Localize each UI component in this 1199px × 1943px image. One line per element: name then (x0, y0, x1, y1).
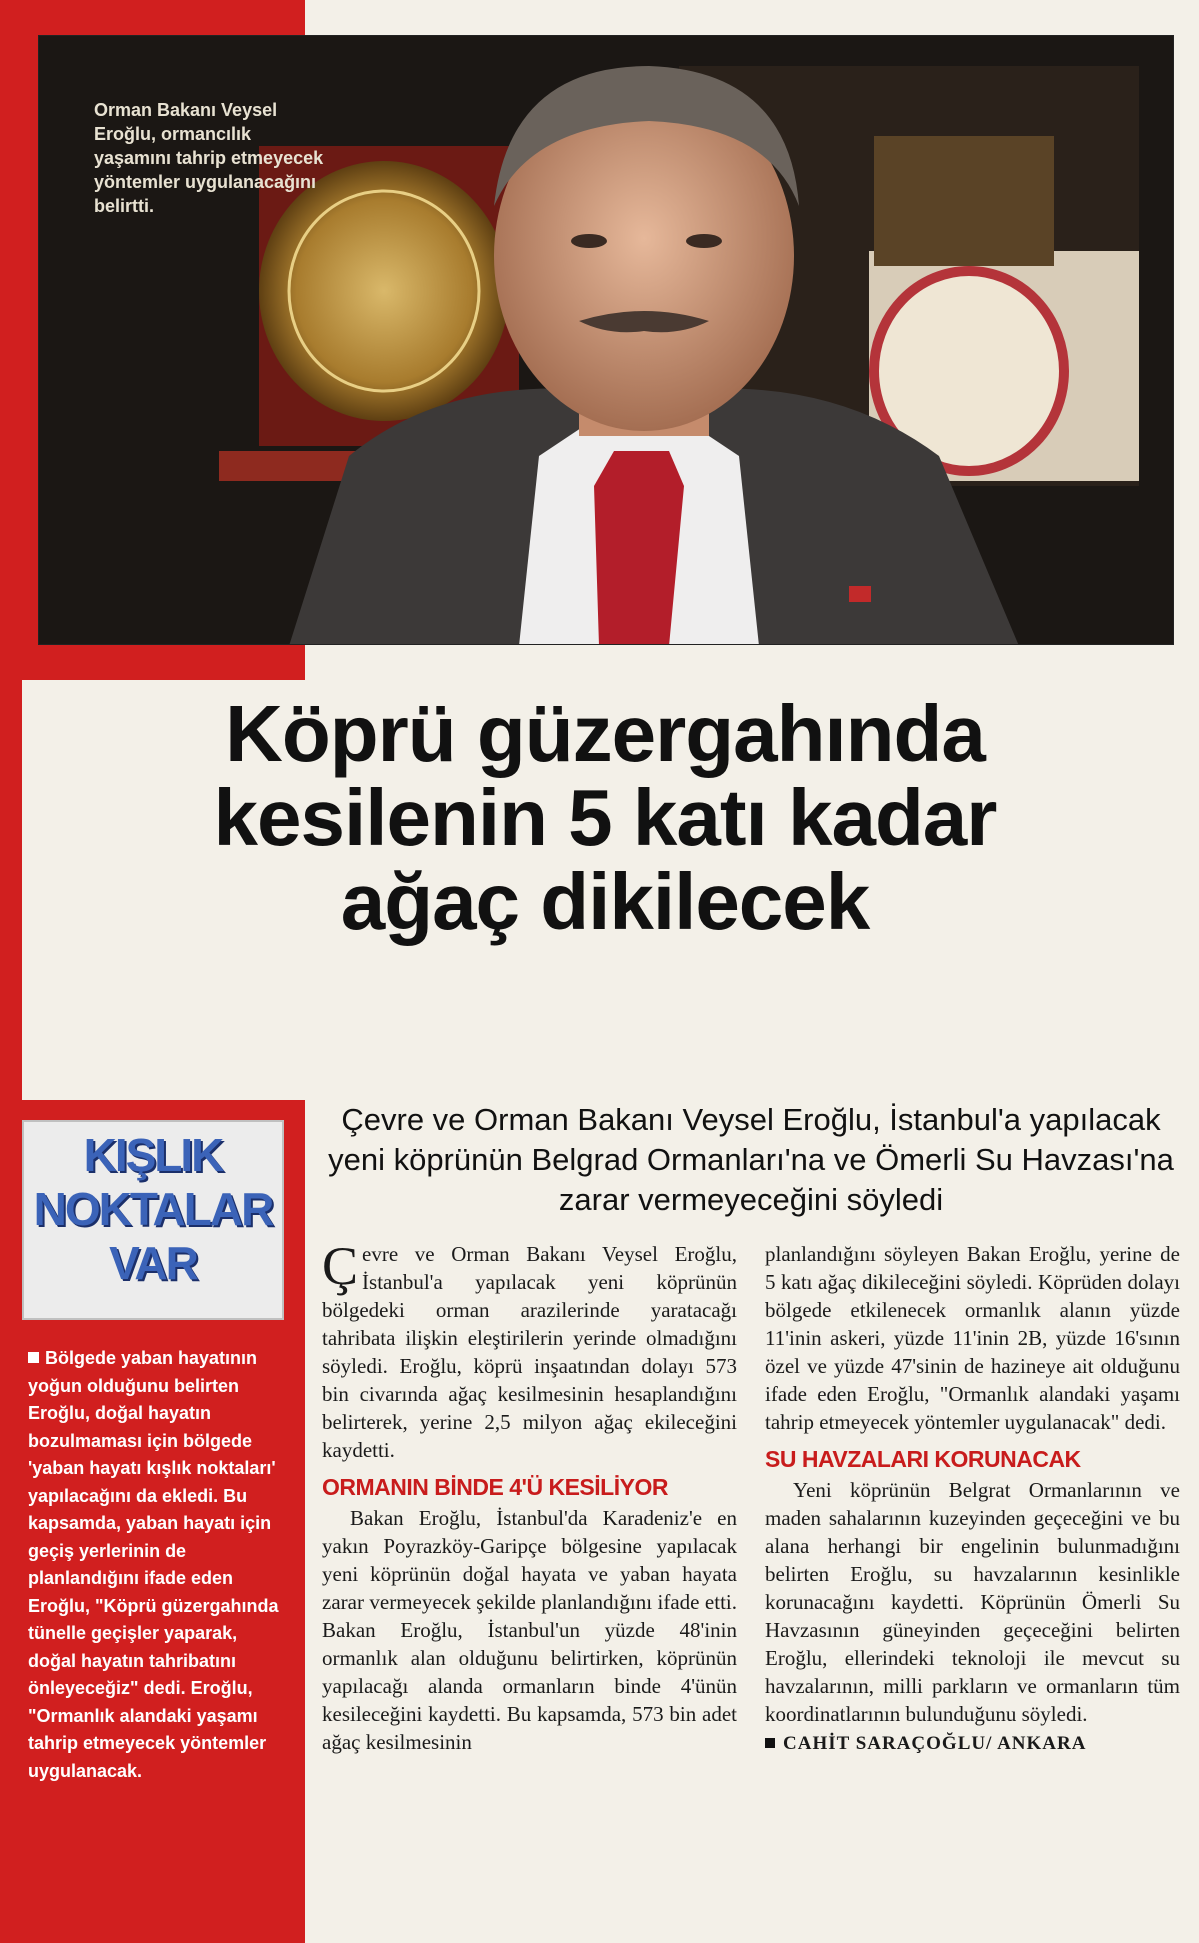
section-heading-1: ORMANIN BİNDE 4'Ü KESİLİYOR (322, 1474, 668, 1500)
sidebar-title-line-2: NOKTALAR (33, 1183, 273, 1235)
headline (40, 689, 1170, 946)
subheadline: Çevre ve Orman Bakanı Veysel Eroğlu, İstanbul'a yapılacak yeni köprünün Belgrad Ormanları'na ve Ömerli Su Havzası'na zarar vermeyeceğini söyledi (328, 1102, 1174, 1217)
section-heading-2: SU HAVZALARI KORUNACAK (765, 1446, 1081, 1472)
sidebar-title-line-1: KIŞLIK (83, 1129, 223, 1181)
article-column-2 (765, 1240, 1180, 1758)
headline-line-2: kesilenin 5 katı kadar (213, 773, 997, 862)
column-2-text: planlandığını söyleyen Bakan Eroğlu, yerine de 5 katı ağaç dikileceğini söyledi. Köprüden dolayı bölgede etkilenecek ormanlık alanın yüzde 11'inin askeri, yüzde 11'inin 2B, yüzde 16'sının özel ve yüzde 47'sinin de hazineye ait olduğunu ifade eden Eroğlu, "Ormanlık alandaki yaşamı tahrip etmeyecek yöntemler uygulanacak" dedi. (765, 1242, 1180, 1434)
headline-line-1: Köprü güzergahında (225, 689, 985, 778)
byline: CAHİT SARAÇOĞLU/ ANKARA (765, 1730, 1180, 1758)
sidebar-title-line-3: VAR (109, 1237, 197, 1289)
sidebar-title (22, 1128, 284, 1290)
section-2-text: Yeni köprünün Belgrat Ormanlarının ve maden sahalarının kuzeyinden geçeceğini ve bu alana herhangi bir engelinin bulunmadığını belirten Eroğlu, su havzalarının kesinlikle korunacağını kaydetti. Köprünün Ömerli Su Havzasının güneyinden geçeceğini belirten Eroğlu, ellerindeki teknoloji ile mevcut su havzalarının, milli parkların ve ormanların tüm koordinatlarının bulunduğunu söyledi. (765, 1478, 1180, 1726)
sidebar-body-text: Bölgede yaban hayatının yoğun olduğunu belirten Eroğlu, doğal hayatın bozulmaması için bölgede 'yaban hayatı kışlık noktaları' yapılacağını da ekledi. Bu kapsamda, yaban hayatı için geçiş yerlerinin de planlandığını ifade eden Eroğlu, "Köprü güzergahında tünelle geçişler yaparak, doğal hayatın tahribatını önleyeceğiz" dedi. Eroğlu, "Ormanlık alandaki yaşamı tahrip etmeyecek yöntemler uygulanacak. (28, 1348, 279, 1781)
drop-cap: Ç (322, 1236, 359, 1296)
square-bullet-icon (765, 1738, 775, 1748)
square-bullet-icon (28, 1352, 39, 1363)
photo-caption: Orman Bakanı Veysel Eroğlu, ormancılık yaşamını tahrip etmeyecek yöntemler uygulanacağını belirtti. (94, 100, 324, 216)
sidebar-body (28, 1345, 286, 1785)
article-intro: Çevre ve Orman Bakanı Veysel Eroğlu, İstanbul'a yapılacak yeni köprünün bölgedeki orman arazilerinde yaratacağı tahribata ilişkin eleştirilerin yerinde olmadığını söyledi. Eroğlu, köprü inşaatından dolayı 573 bin civarında ağaç kesilmesinin hesaplandığını belirterek, yerine 2,5 milyon ağaç ekileceğini kaydetti. (322, 1236, 737, 1462)
minister-photo (38, 35, 1174, 645)
headline-line-3: ağaç dikilecek (340, 857, 870, 946)
section-1-text: Bakan Eroğlu, İstanbul'da Karadeniz'e en yakın Poyrazköy-Garipçe bölgesine yapılacak yeni köprünün doğal hayata ve yaban hayata zarar vermeyecek şekilde planlandığını ifade etti. Bakan Eroğlu, İstanbul'un yüzde 48'inin ormanlık alan olduğunu belirtirken, köprünün yapılacağı alanda ormanların binde 4'ünün kesileceğini kaydetti. Bu kapsamda, 573 bin adet ağaç kesilmesinin (322, 1506, 737, 1754)
article-column-1 (322, 1236, 737, 1756)
